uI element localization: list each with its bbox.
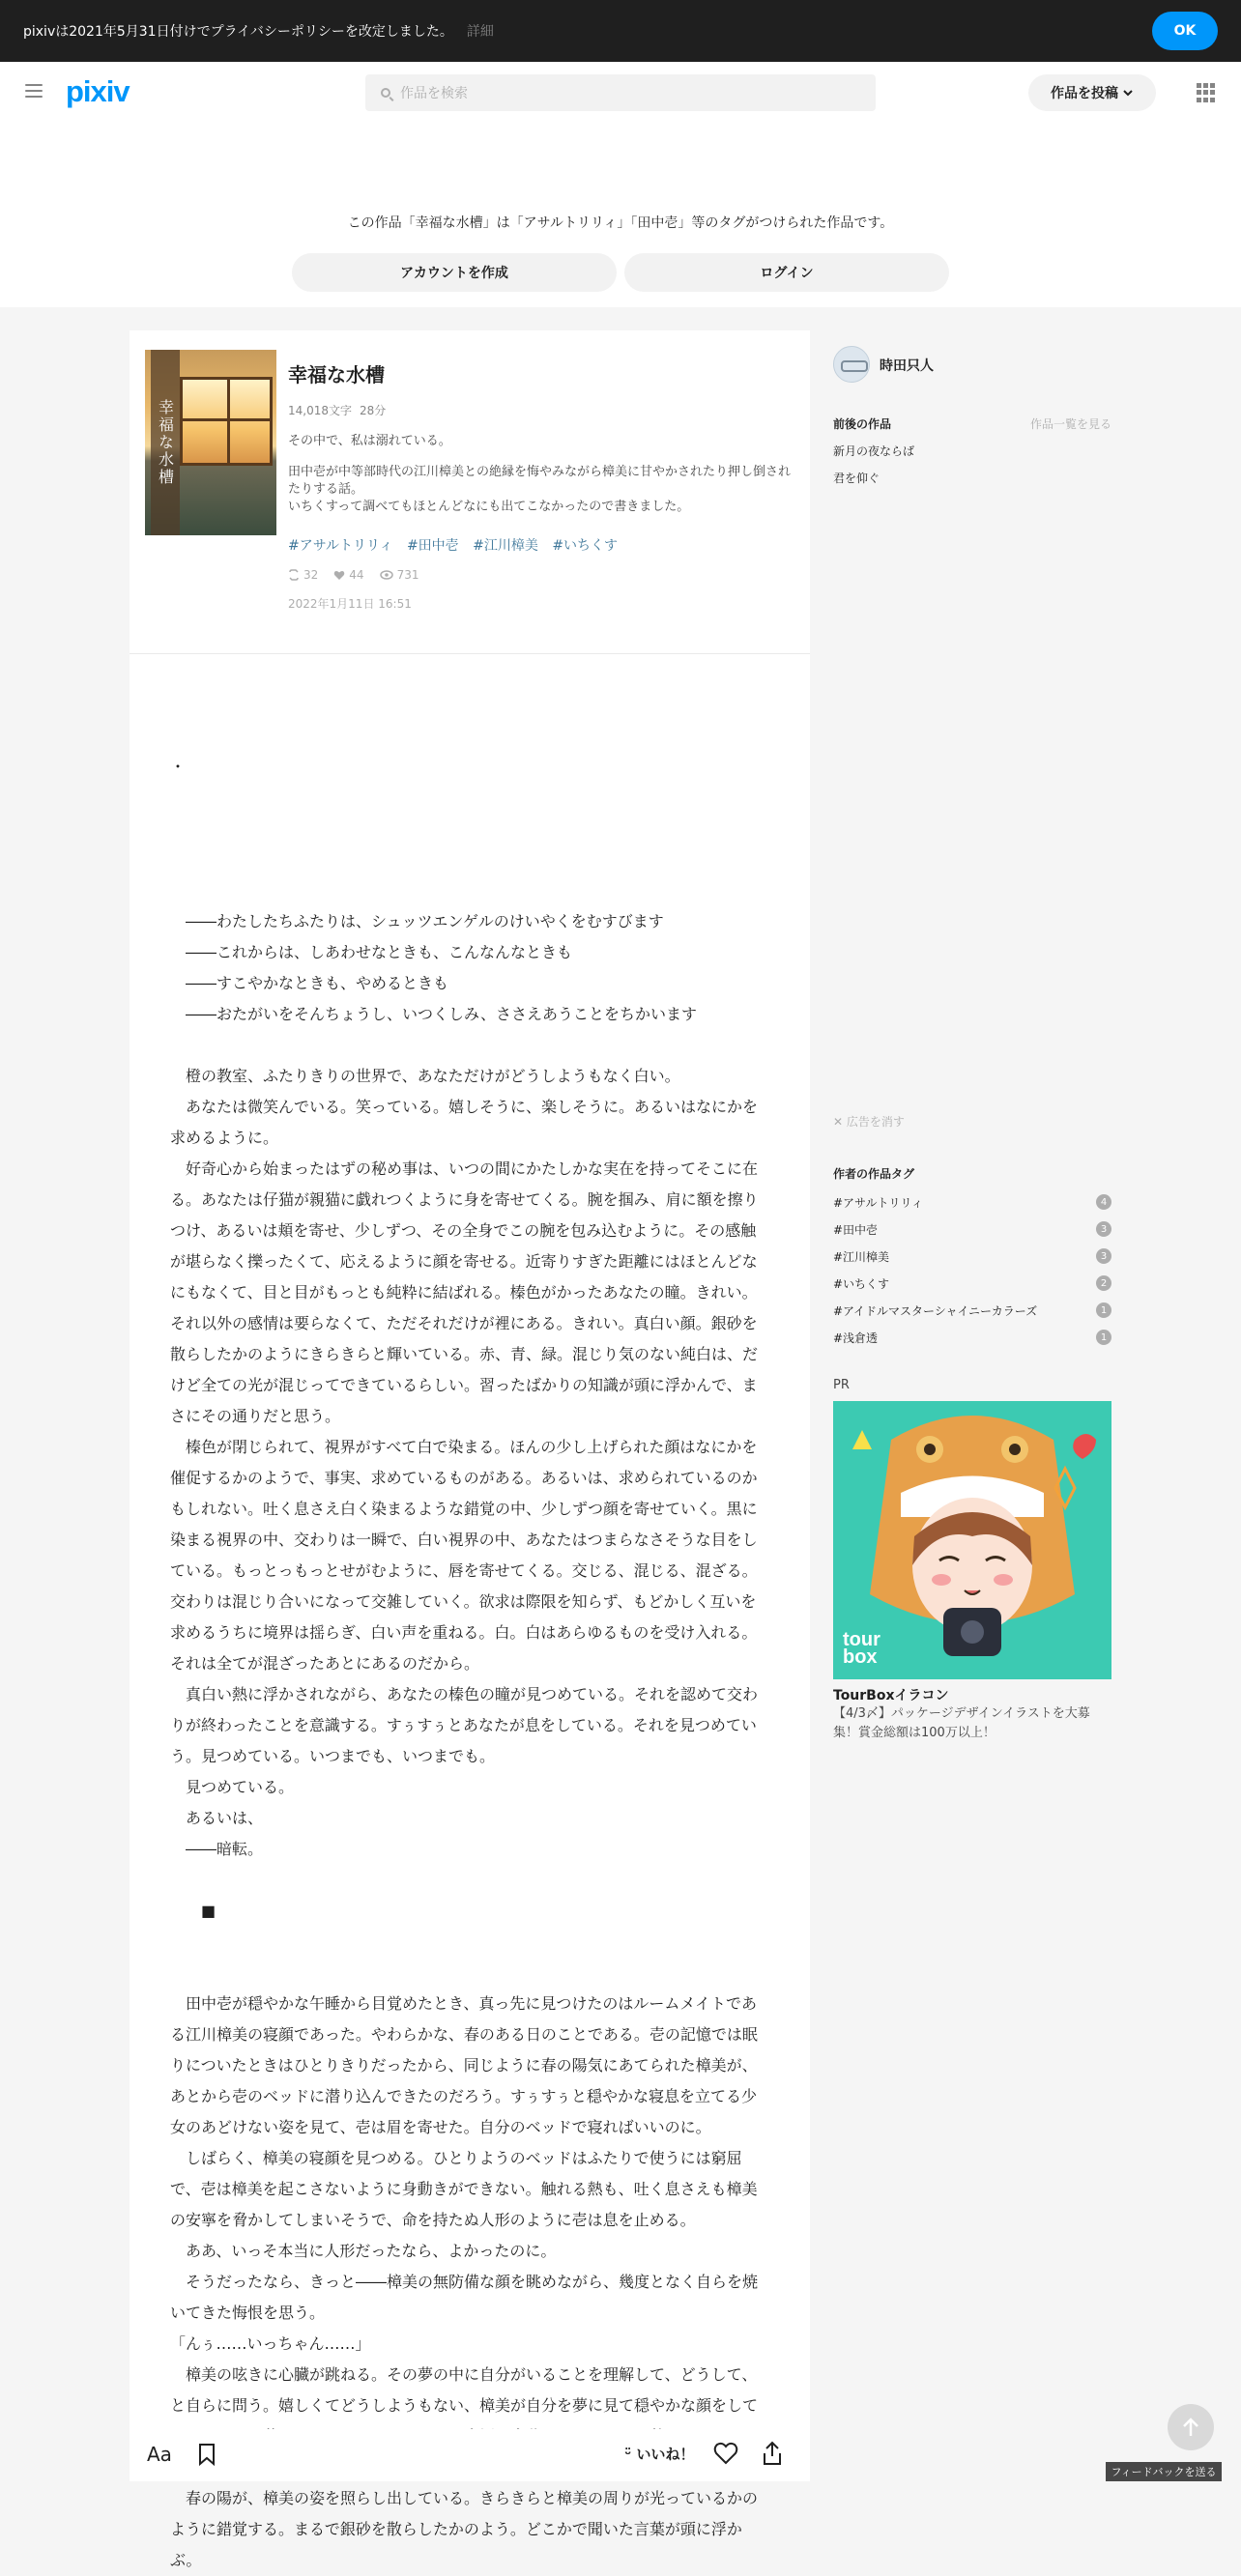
pr-description[interactable]: 【4/3〆】パッケージデザインイラストを大募集！賞金総額は100万以上！ (833, 1706, 1090, 1740)
novel-paragraph: 樟美の呟きに心臓が跳ねる。その夢の中に自分がいることを理解して、どうして、と自らに問う。嬉しくてどうしようもない、樟美が自分を夢に見て穏やかな顔をして (170, 2365, 759, 2415)
novel-paragraph: 橙の教室、ふたりきりの世界で、あなただけがどうしようもなく白い。 (170, 1067, 680, 1085)
work-caption (288, 433, 794, 530)
author-tag-item[interactable] (833, 1275, 1111, 1292)
caption-line-2: 田中壱が中等部時代の江川樟美との絶縁を悔やみながら樟美に甘やかされたり押し倒されたりする話。 いちくすって調べてもほとんどなにも出てこなかったので書きました。 (288, 465, 792, 514)
tag-count-badge: 3 (1096, 1221, 1111, 1237)
view-count: 731 (396, 568, 419, 582)
novel-paragraph: 好奇心から始まったはずの秘め事は、いつの間にかたしかな実在を持ってそこに在る。あなたは仔猫が親猫に戯れつくように身を寄せてくる。腕を掴み、肩に額を擦りつけ、あるいは頬を寄せ、少しずつ、その全身でこの腕を包み込むように。その感触が堪らなく擽ったくて、応えるように顔を寄せる。近寄りすぎた距離にはほとんどなにもなくて、目と目がもっとも純粋に結ばれる。榛色がかったあなたの瞳。きれい。それ以外の感情は要らなくて、ただそれだけが裡にある。きれい。真白い顔。銀砂を散らしたかのようにきらきらと輝いている。赤、青、緑。混じり気のない純白は、だけど全ての光が混じってできているらしい。習ったばかりの知識が頭に浮かんで、まさにその通りだと思う。 (170, 1159, 759, 1425)
novel-paragraph (170, 783, 769, 814)
post-work-button[interactable] (1028, 74, 1156, 111)
char-count: 14,018文字 (288, 404, 352, 417)
author-tag-name: #浅倉透 (833, 1331, 879, 1345)
sidebar-work-item[interactable]: 君を仰ぐ (833, 472, 880, 485)
smile-icon: ᵕ̈ (624, 2446, 637, 2463)
novel-paragraph: 田中壱が穏やかな午睡から目覚めたとき、真っ先に見つけたのはルームメイトである江川樟美の寝顔であった。やわらかな、春のある日のことである。壱の記憶では眠りについたときはひとりきりだったから、同じように春の陽気にあてられた樟美が、あとから壱のベッドに潜り込んできたのだろう。すぅすぅと穏やかな寝息を立てる少女のあどけない姿を見て、壱は眉を寄せた。自分のベッドで寝ればいいのに。 (170, 1994, 758, 2136)
author-tag-name: #アサルトリリィ (833, 1196, 923, 1210)
chevron-down-icon (1122, 87, 1134, 99)
work-stats (288, 568, 418, 582)
apps-grid-icon[interactable] (1197, 83, 1216, 102)
novel-paragraph: ――おたがいをそんちょうし、いつくしみ、ささえあうことをちかいます (170, 1005, 697, 1023)
pr-label: PR (833, 1378, 850, 1392)
heart-icon (333, 569, 345, 581)
author-tag-item[interactable] (833, 1330, 1111, 1346)
novel-body (170, 752, 769, 2576)
privacy-notice-bar (0, 0, 1241, 62)
privacy-notice-text: pixivは2021年5月31日付けでプライバシーポリシーを改定しました。 (23, 24, 453, 40)
tag-item[interactable]: #いちくす (552, 538, 619, 554)
pr-title[interactable]: TourBoxイラコン (833, 1688, 949, 1703)
author-tag-item[interactable] (833, 1194, 1111, 1211)
heart-icon[interactable] (713, 2442, 738, 2465)
tag-count-badge: 1 (1096, 1330, 1111, 1345)
work-title: 幸福な水槽 (288, 363, 385, 386)
cover-title: 幸福な水槽 (151, 350, 180, 535)
tag-item[interactable]: #田中壱 (406, 538, 459, 554)
search-icon (381, 88, 390, 98)
work-meta (288, 402, 393, 418)
novel-paragraph (170, 1030, 769, 1061)
novel-paragraph: そうだったなら、きっと――樟美の無防備な顔を眺めながら、幾度となく自らを焼いてきた悔恨を思う。 (170, 2273, 759, 2322)
pixiv-logo[interactable]: pixiv (66, 74, 130, 108)
novel-paragraph: 春の陽が、樟美の姿を照らし出している。きらきらと樟美の周りが光っているかのように錯覚する。まるで銀砂を散らしたかのよう。どこかで聞いた言葉が頭に浮かぶ。 (170, 2489, 759, 2569)
novel-paragraph: ・ (170, 758, 187, 776)
tag-item[interactable]: #アサルトリリィ (288, 538, 393, 554)
novel-paragraph (170, 844, 769, 875)
novel-paragraph: ――すこやかなときも、やめるときも (170, 974, 449, 992)
novel-paragraph (170, 1927, 769, 1958)
novel-paragraph (170, 1958, 769, 1989)
promo-message: この作品「幸福な水槽」は「アサルトリリィ」「田中壱」等のタグがつけられた作品です。 (347, 215, 894, 231)
author-tag-item[interactable] (833, 1221, 1111, 1238)
novel-paragraph: 見つめている。 (170, 1778, 295, 1796)
author-tag-name: #江川樟美 (833, 1250, 890, 1264)
tag-count-badge: 3 (1096, 1248, 1111, 1264)
caption-line-1: その中で、私は溺れている。 (288, 434, 451, 448)
novel-paragraph: ――これからは、しあわせなときも、こんなんなときも (170, 943, 573, 961)
tag-count-badge: 2 (1096, 1275, 1111, 1291)
novel-paragraph: ――暗転。 (170, 1840, 264, 1858)
author-tag-item[interactable] (833, 1248, 1111, 1265)
post-work-label: 作品を投稿 (1051, 86, 1118, 101)
search-input[interactable] (365, 74, 876, 111)
novel-paragraph: ■ (170, 1902, 216, 1920)
author-tag-item[interactable] (833, 1302, 1111, 1319)
novel-paragraph (170, 1865, 769, 1896)
novel-paragraph: ああ、いっそ本当に人形だったなら、よかったのに。 (170, 2242, 557, 2260)
bookmark-icon[interactable] (197, 2443, 216, 2466)
novel-paragraph: あなたは微笑んでいる。笑っている。嬉しそうに、楽しそうに。あるいはなにかを求めるように。 (170, 1098, 759, 1147)
hide-ad-button[interactable]: ✕ 広告を消す (833, 1115, 905, 1129)
tourbox-logo: tour box (843, 1629, 880, 1668)
author-tag-name: #いちくす (833, 1277, 890, 1291)
bookmark-count: 32 (303, 568, 319, 582)
like-label: いいね！ (636, 2446, 695, 2463)
novel-paragraph: しばらく、樟美の寝顔を見つめる。ひとりようのベッドはふたりで使うには窮屈で、壱は樟美を起こさないように身動きができない。触れる熱も、吐く息さえも樟美の安寧を脅かしてしまいそうで、命を持たぬ人形のように壱は息を止める。 (170, 2149, 758, 2229)
author-tags-heading: 作者の作品タグ (833, 1167, 915, 1181)
cover-image[interactable] (145, 350, 276, 535)
sidebar-work-item[interactable]: 新月の夜ならば (833, 444, 915, 458)
novel-paragraph: あるいは、 (170, 1809, 264, 1827)
divider (130, 653, 810, 654)
author-tag-name: #田中壱 (833, 1223, 879, 1237)
post-date: 2022年1月11日 16:51 (288, 597, 412, 611)
site-header (0, 62, 1241, 124)
novel-card (130, 330, 810, 2569)
tag-list (288, 535, 627, 555)
author-name[interactable]: 時田只人 (880, 358, 934, 374)
feedback-button[interactable]: フィードバックを送る (1106, 2462, 1222, 2481)
novel-paragraph: 「んぅ……いっちゃん……」 (170, 2334, 371, 2353)
ok-button[interactable]: OK (1152, 12, 1218, 50)
create-account-button[interactable]: アカウントを作成 (292, 253, 617, 292)
prev-next-heading: 前後の作品 (833, 417, 892, 431)
novel-paragraph: 真白い熱に浮かされながら、あなたの榛色の瞳が見つめている。それを認めて交わりが終わったことを意識する。すぅすぅとあなたが息をしている。それを見つめていう。見つめている。いつまでも、いつまでも。 (170, 1685, 759, 1765)
arrow-up-icon (1181, 2417, 1200, 2438)
novel-paragraph (170, 814, 769, 844)
search-placeholder: 作品を検索 (400, 86, 468, 101)
reader-toolbar (130, 2429, 810, 2481)
like-button[interactable] (624, 2444, 695, 2464)
like-count: 44 (349, 568, 364, 582)
eye-icon (380, 569, 393, 581)
menu-icon[interactable] (25, 84, 43, 98)
scroll-top-button[interactable] (1168, 2404, 1214, 2450)
tag-item[interactable]: #江川樟美 (473, 538, 538, 554)
font-settings-button[interactable]: Aa (147, 2443, 172, 2466)
novel-paragraph: 榛色が閉じられて、視界がすべて白で染まる。ほんの少し上げられた顔はなにかを催促するかのようで、事実、求めているものがある。あるいは、求められているのかもしれない。吐く息さえ白く染まるような錯覚の中、少しずつ顔を寄せていく。黒に染まる視界の中、交わりは一瞬で、白い視界の中、あなたはつまらなさそうな目をしている。もっとっもっとせがむように、唇を寄せてくる。交じる、混じる、混ざる。交わりは混じり合いになって交雑していく。欲求は際限を知らず、もどかしく互いを求めるうちに境界は揺らぎ、白い声を重ねる。白。白はあらゆるものを受け入れる。それは全てが混ざったあとにあるのだから。 (170, 1438, 758, 1673)
bookmark-count-icon (288, 569, 300, 581)
novel-paragraph (170, 875, 769, 906)
work-list-link[interactable]: 作品一覧を見る (1029, 417, 1111, 431)
login-button[interactable]: ログイン (624, 253, 949, 292)
tag-count-badge: 4 (1096, 1194, 1111, 1210)
tag-count-badge: 1 (1096, 1302, 1111, 1318)
pr-banner-image[interactable] (833, 1401, 1111, 1679)
share-icon[interactable] (762, 2441, 783, 2466)
novel-paragraph: ――わたしたちふたりは、シュッツエンゲルのけいやくをむすびます (170, 912, 664, 930)
privacy-detail-link[interactable]: 詳細 (466, 24, 494, 40)
signup-promo (0, 124, 1241, 307)
avatar[interactable] (833, 346, 870, 383)
author-tag-name: #アイドルマスターシャイニーカラーズ (833, 1304, 1038, 1318)
read-time: 28分 (360, 404, 387, 417)
